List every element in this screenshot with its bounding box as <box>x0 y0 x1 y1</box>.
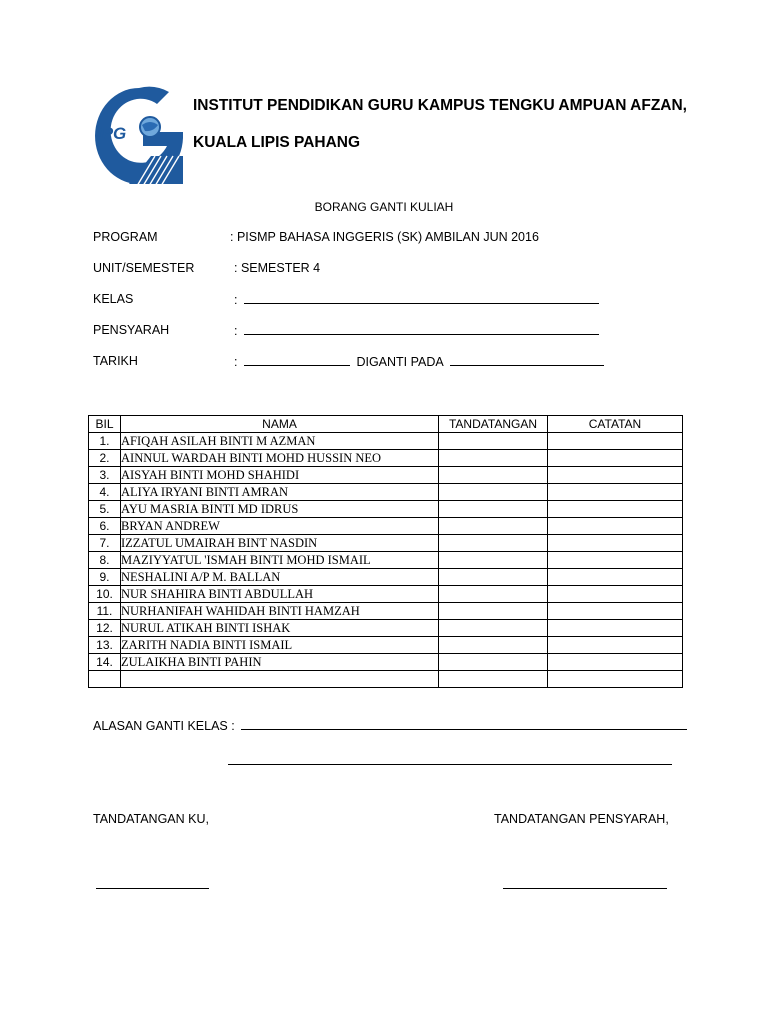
cell-tandatangan[interactable] <box>439 569 548 586</box>
tarikh-colon: : <box>234 355 238 369</box>
header-bil: BIL <box>89 416 121 433</box>
cell-bil <box>89 671 121 688</box>
cell-catatan[interactable] <box>548 467 683 484</box>
student-signature-blank[interactable] <box>96 877 209 889</box>
table-row <box>89 467 683 484</box>
pensyarah-label: PENSYARAH <box>93 323 170 337</box>
table-row <box>89 535 683 552</box>
cell-tandatangan[interactable] <box>439 603 548 620</box>
cell-tandatangan[interactable] <box>439 552 548 569</box>
cell-bil: 8. <box>89 552 121 569</box>
header-tandatangan: TANDATANGAN <box>439 416 548 433</box>
institution-location: KUALA LIPIS PAHANG <box>193 134 361 151</box>
table-row <box>89 586 683 603</box>
cell-catatan[interactable] <box>548 501 683 518</box>
cell-bil: 10. <box>89 586 121 603</box>
table-row <box>89 603 683 620</box>
cell-bil: 12. <box>89 620 121 637</box>
form-title: BORANG GANTI KULIAH <box>314 200 454 214</box>
pensyarah-field[interactable] <box>234 323 599 338</box>
cell-bil: 11. <box>89 603 121 620</box>
cell-nama: NUR SHAHIRA BINTI ABDULLAH <box>121 586 439 603</box>
cell-bil: 7. <box>89 535 121 552</box>
unit-semester-value: : SEMESTER 4 <box>234 261 321 275</box>
kelas-field[interactable] <box>234 292 599 307</box>
cell-nama: AISYAH BINTI MOHD SHAHIDI <box>121 467 439 484</box>
cell-nama: AINNUL WARDAH BINTI MOHD HUSSIN NEO <box>121 450 439 467</box>
tarikh-field[interactable] <box>234 354 604 369</box>
cell-bil: 13. <box>89 637 121 654</box>
table-row <box>89 518 683 535</box>
cell-catatan[interactable] <box>548 535 683 552</box>
cell-nama <box>121 671 439 688</box>
cell-tandatangan[interactable] <box>439 518 548 535</box>
cell-catatan[interactable] <box>548 603 683 620</box>
cell-bil: 1. <box>89 433 121 450</box>
diganti-blank[interactable] <box>450 354 604 366</box>
program-label: PROGRAM <box>93 230 158 244</box>
cell-nama: NESHALINI A/P M. BALLAN <box>121 569 439 586</box>
alasan-blank-1[interactable] <box>241 718 687 730</box>
alasan-blank-2[interactable] <box>228 753 672 765</box>
lecturer-signature-blank[interactable] <box>503 877 667 889</box>
cell-tandatangan[interactable] <box>439 620 548 637</box>
cell-tandatangan[interactable] <box>439 637 548 654</box>
pensyarah-blank[interactable] <box>244 323 599 335</box>
table-row <box>89 501 683 518</box>
cell-tandatangan[interactable] <box>439 671 548 688</box>
attendance-table <box>88 415 683 688</box>
cell-tandatangan[interactable] <box>439 654 548 671</box>
table-row <box>89 637 683 654</box>
cell-catatan[interactable] <box>548 586 683 603</box>
table-row <box>89 433 683 450</box>
cell-tandatangan[interactable] <box>439 484 548 501</box>
logo-text: iPG <box>97 124 127 143</box>
alasan-field[interactable] <box>93 718 687 733</box>
tarikh-label: TARIKH <box>93 354 138 368</box>
header-catatan: CATATAN <box>548 416 683 433</box>
kelas-label: KELAS <box>93 292 134 306</box>
cell-catatan[interactable] <box>548 671 683 688</box>
cell-tandatangan[interactable] <box>439 586 548 603</box>
cell-nama: BRYAN ANDREW <box>121 518 439 535</box>
cell-catatan[interactable] <box>548 450 683 467</box>
cell-bil: 2. <box>89 450 121 467</box>
lecturer-signature-label: TANDATANGAN PENSYARAH, <box>494 812 669 826</box>
table-header-row <box>89 416 683 433</box>
cell-nama: ALIYA IRYANI BINTI AMRAN <box>121 484 439 501</box>
cell-tandatangan[interactable] <box>439 535 548 552</box>
cell-tandatangan[interactable] <box>439 501 548 518</box>
table-row <box>89 450 683 467</box>
cell-tandatangan[interactable] <box>439 450 548 467</box>
cell-nama: AFIQAH ASILAH BINTI M AZMAN <box>121 433 439 450</box>
cell-catatan[interactable] <box>548 433 683 450</box>
pensyarah-colon: : <box>234 324 238 338</box>
table-row <box>89 671 683 688</box>
cell-tandatangan[interactable] <box>439 467 548 484</box>
institution-name: INSTITUT PENDIDIKAN GURU KAMPUS TENGKU AMPUAN AFZAN, <box>193 97 687 114</box>
cell-nama: ZARITH NADIA BINTI ISMAIL <box>121 637 439 654</box>
unit-semester-label: UNIT/SEMESTER <box>93 261 195 275</box>
cell-nama: MAZIYYATUL 'ISMAH BINTI MOHD ISMAIL <box>121 552 439 569</box>
program-value: : PISMP BAHASA INGGERIS (SK) AMBILAN JUN 2016 <box>230 230 539 244</box>
table-row <box>89 484 683 501</box>
kelas-blank[interactable] <box>244 292 599 304</box>
table-row <box>89 620 683 637</box>
cell-bil: 6. <box>89 518 121 535</box>
table-row <box>89 552 683 569</box>
cell-nama: ZULAIKHA BINTI PAHIN <box>121 654 439 671</box>
kelas-colon: : <box>234 293 238 307</box>
cell-tandatangan[interactable] <box>439 433 548 450</box>
header-nama: NAMA <box>121 416 439 433</box>
cell-catatan[interactable] <box>548 620 683 637</box>
table-row <box>89 654 683 671</box>
cell-catatan[interactable] <box>548 654 683 671</box>
student-signature-label: TANDATANGAN KU, <box>93 812 209 826</box>
cell-catatan[interactable] <box>548 569 683 586</box>
cell-bil: 9. <box>89 569 121 586</box>
ipg-logo <box>93 86 185 186</box>
cell-nama: AYU MASRIA BINTI MD IDRUS <box>121 501 439 518</box>
cell-nama: IZZATUL UMAIRAH BINT NASDIN <box>121 535 439 552</box>
cell-bil: 14. <box>89 654 121 671</box>
cell-catatan[interactable] <box>548 484 683 501</box>
cell-catatan[interactable] <box>548 552 683 569</box>
lecturer-signature-line <box>503 876 667 894</box>
cell-bil: 5. <box>89 501 121 518</box>
cell-catatan[interactable] <box>548 637 683 654</box>
cell-bil: 3. <box>89 467 121 484</box>
cell-nama: NURHANIFAH WAHIDAH BINTI HAMZAH <box>121 603 439 620</box>
diganti-label: DIGANTI PADA <box>356 355 444 369</box>
table-row <box>89 569 683 586</box>
cell-bil: 4. <box>89 484 121 501</box>
tarikh-blank[interactable] <box>244 354 350 366</box>
cell-catatan[interactable] <box>548 518 683 535</box>
student-signature-line <box>96 876 209 894</box>
alasan-line-2 <box>228 752 672 770</box>
cell-nama: NURUL ATIKAH BINTI ISHAK <box>121 620 439 637</box>
alasan-label: ALASAN GANTI KELAS : <box>93 719 235 733</box>
